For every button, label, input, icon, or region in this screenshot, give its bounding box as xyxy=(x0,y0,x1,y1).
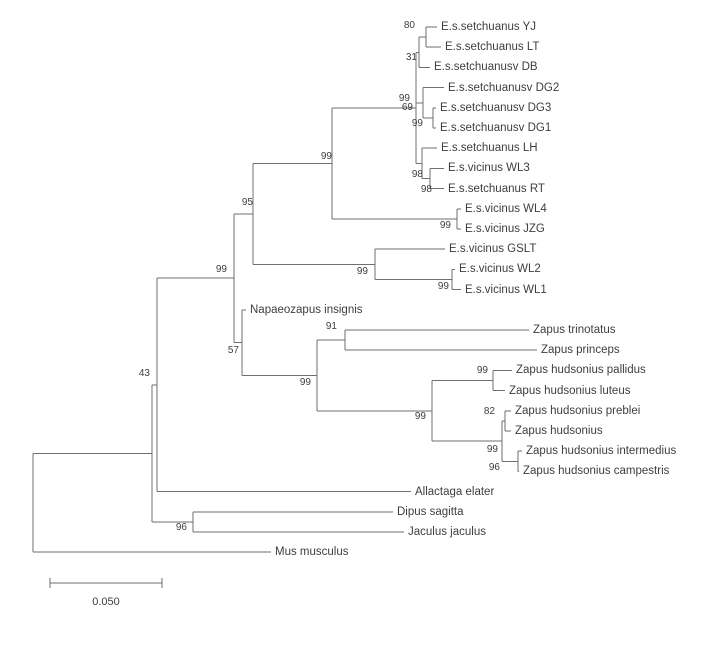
bootstrap-value: 99 xyxy=(356,266,368,278)
bootstrap-value: 99 xyxy=(215,264,227,276)
taxon-label: Zapus hudsonius luteus xyxy=(509,384,631,397)
taxon-label: E.s.setchuanus YJ xyxy=(441,21,537,33)
taxon-label: Allactaga elater xyxy=(415,485,495,498)
taxon-label: Mus musculus xyxy=(275,546,349,559)
taxon-label: Zapus hudsonius pallidus xyxy=(516,364,646,377)
bootstrap-value: 99 xyxy=(320,151,332,163)
bootstrap-value: 43 xyxy=(138,367,150,379)
taxon-label: E.s.setchuanusv DG2 xyxy=(448,81,560,94)
scale-bar-label: 0.050 xyxy=(92,596,120,608)
bootstrap-value: 99 xyxy=(437,280,449,292)
taxon-label: E.s.vicinus WL4 xyxy=(465,202,547,215)
taxon-label: E.s.vicinus WL3 xyxy=(448,162,530,175)
bootstrap-value: 99 xyxy=(398,92,410,104)
taxon-label: E.s.setchuanus LT xyxy=(445,41,540,54)
taxon-label: Zapus hudsonius intermedius xyxy=(526,445,677,458)
bootstrap-value: 31 xyxy=(405,52,417,64)
taxon-label: E.s.vicinus JZG xyxy=(465,223,545,235)
bootstrap-value: 99 xyxy=(476,364,488,376)
bootstrap-value: 99 xyxy=(411,117,423,129)
bootstrap-value: 98 xyxy=(420,183,432,195)
taxon-label: Dipus sagitta xyxy=(397,505,464,518)
taxon-label: E.s.setchuanusv DG3 xyxy=(440,101,552,114)
taxon-label: E.s.vicinus GSLT xyxy=(449,243,537,256)
taxon-label: E.s.vicinus WL2 xyxy=(459,263,541,276)
taxon-label: Napaeozapus insignis xyxy=(250,303,363,316)
bootstrap-value: 82 xyxy=(483,405,495,417)
bootstrap-value: 96 xyxy=(488,462,500,474)
bootstrap-value: 96 xyxy=(175,521,187,533)
taxon-label: E.s.setchuanus RT xyxy=(448,182,545,195)
bootstrap-value: 99 xyxy=(439,219,451,231)
bootstrap-value: 95 xyxy=(241,196,253,208)
taxon-label: Zapus hudsonius xyxy=(515,425,603,437)
taxon-label: Zapus hudsonius campestris xyxy=(523,465,670,478)
bootstrap-value: 80 xyxy=(403,20,415,32)
bootstrap-value: 98 xyxy=(411,169,423,181)
bootstrap-value: 91 xyxy=(325,321,337,333)
bootstrap-value: 99 xyxy=(486,444,498,456)
taxon-label: Jaculus jaculus xyxy=(408,526,486,538)
taxon-label: Zapus trinotatus xyxy=(533,324,616,336)
bootstrap-value: 99 xyxy=(414,410,426,422)
taxon-label: E.s.setchuanusv DB xyxy=(434,61,538,74)
bootstrap-value: 57 xyxy=(227,344,239,356)
bootstrap-value: 99 xyxy=(299,377,311,389)
taxon-label: Zapus hudsonius preblei xyxy=(515,404,641,417)
bootstrap-value: 69 xyxy=(401,101,413,113)
taxon-label: Zapus princeps xyxy=(541,344,620,357)
taxon-label: E.s.setchuanus LH xyxy=(441,142,538,155)
taxon-label: E.s.vicinus WL1 xyxy=(465,283,547,296)
taxon-label: E.s.setchuanusv DG1 xyxy=(440,122,552,134)
